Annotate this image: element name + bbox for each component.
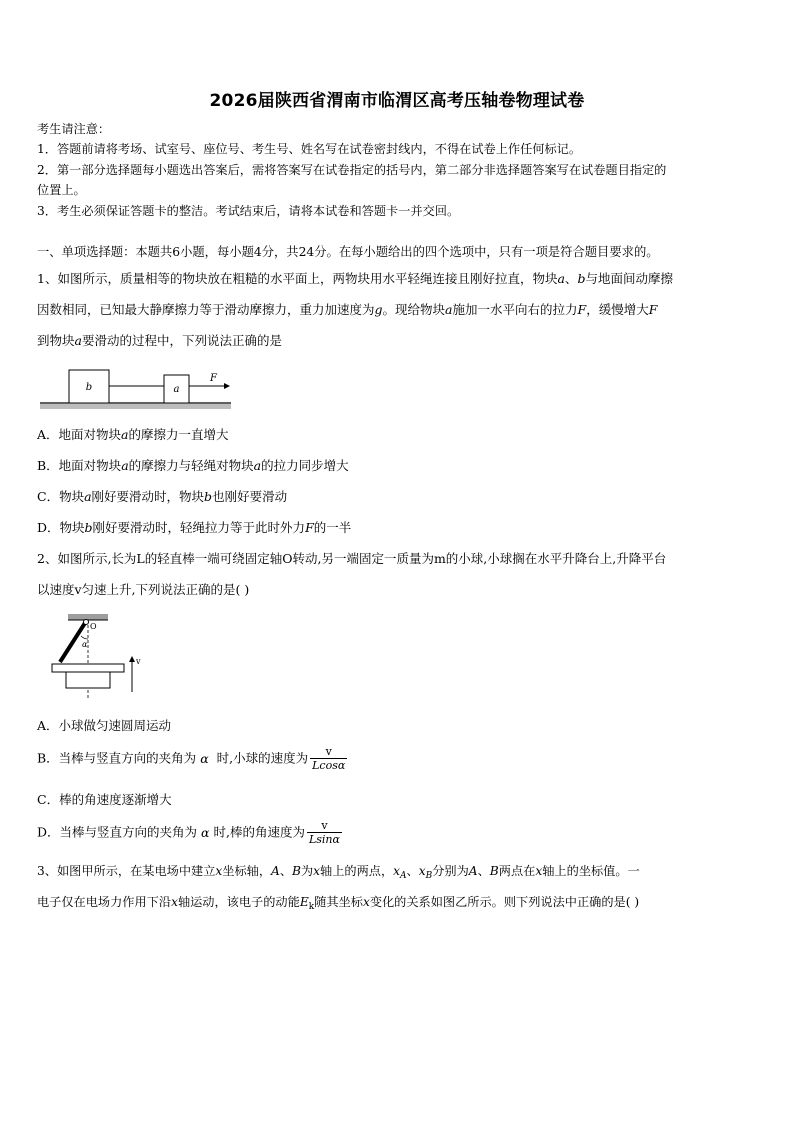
var: g <box>374 302 383 317</box>
text: 的摩擦力一直增大 <box>128 427 229 442</box>
text: 、 <box>477 864 490 878</box>
text: 也刚好要滑动 <box>212 489 288 504</box>
text: 轴运动，该电子的动能 <box>177 895 300 909</box>
var: a <box>253 458 262 473</box>
text: 要滑动的过程中，下列说法正确的是 <box>81 333 282 348</box>
q1-option-a <box>37 427 229 443</box>
var: x <box>362 895 370 909</box>
fraction <box>310 746 347 772</box>
hatch-band <box>40 404 231 409</box>
var: F <box>305 520 314 535</box>
var: B <box>489 864 499 878</box>
var: A <box>468 864 478 878</box>
var: a <box>84 489 92 504</box>
force-label: F <box>210 373 217 384</box>
angle-arc <box>81 636 88 639</box>
text: 坐标轴， <box>222 864 272 878</box>
text: 的一半 <box>313 520 352 535</box>
var: x <box>418 864 426 878</box>
var: F <box>648 302 658 317</box>
text: 、 <box>406 864 419 878</box>
text: 的拉力同步增大 <box>261 458 349 473</box>
platform-top <box>52 664 124 672</box>
q2-option-d <box>37 820 342 846</box>
fraction-numerator: v <box>325 745 332 758</box>
subscript: B <box>425 871 433 881</box>
fraction-denominator: Lsinα <box>308 833 340 846</box>
q1-option-b <box>37 458 349 474</box>
subscript: k <box>308 902 315 912</box>
var: E <box>299 895 309 909</box>
force-arrow-head <box>224 383 230 389</box>
ground-hatching <box>40 404 231 409</box>
notice-item: 2．第一部分选择题每小题选出答案后，需将答案写在试卷指定的括号内，第二部分非选择题答案写在试卷题目指定的 <box>37 163 667 177</box>
var: a <box>557 271 565 286</box>
block-a-label: a <box>173 384 180 395</box>
q1-option-d <box>37 520 351 536</box>
q2-stem-line-1: 2、如图所示,长为L的轻直棒一端可绕固定轴O转动,另一端固定一质量为m的小球,小球搁在水平升降台上,升降平台 <box>37 551 667 566</box>
var: b <box>577 271 586 286</box>
var: b <box>84 520 93 535</box>
velocity-arrow-head <box>129 656 135 662</box>
q3-stem-line-1 <box>37 863 640 884</box>
text: D．当棒与竖直方向的夹角为 <box>37 824 198 840</box>
text: 分别为 <box>432 864 469 878</box>
var: B <box>292 864 301 878</box>
q2-option-b <box>37 746 347 772</box>
var: a <box>74 333 82 348</box>
text: ，缓慢增大 <box>586 302 649 317</box>
q1-stem-line-2 <box>37 302 657 318</box>
q1-stem-line-1 <box>37 271 673 287</box>
var: x <box>171 895 178 909</box>
text: 因数相同，已知最大静摩擦力等于滑动摩擦力，重力加速度为 <box>37 302 375 317</box>
text: 刚好要滑动时，轻绳拉力等于此时外力 <box>92 520 306 535</box>
var: x <box>535 864 543 878</box>
text: B．当棒与竖直方向的夹角为 <box>37 750 197 766</box>
alpha-symbol: α <box>201 824 210 840</box>
fraction-denominator: Lcosα <box>312 759 346 772</box>
text: 时,棒的角速度为 <box>213 824 305 840</box>
text: 1、如图所示，质量相等的物块放在粗糙的水平面上，两物块用水平轻绳连接且刚好拉直，物块 <box>37 271 558 286</box>
text: C．物块 <box>37 489 85 504</box>
q2-option-c: C．棒的角速度逐渐增大 <box>37 792 172 807</box>
text: 3、如图甲所示，在某电场中建立 <box>37 864 216 878</box>
text: 与地面间动摩擦 <box>585 271 673 286</box>
pivot-o <box>84 620 89 625</box>
var: x <box>313 864 321 878</box>
var: x <box>393 864 401 878</box>
text: B．地面对物块 <box>37 458 122 473</box>
text: 为 <box>300 864 314 878</box>
var: b <box>204 489 213 504</box>
pivot-label: O <box>90 622 97 631</box>
text: 时,小球的速度为 <box>216 750 309 766</box>
text: 轴上的坐标值。一 <box>542 864 640 878</box>
text: 刚好要滑动时，物块 <box>91 489 205 504</box>
var: F <box>577 302 587 317</box>
notice-item: 1．答题前请将考场、试室号、座位号、考生号、姓名写在试卷密封线内，不得在试卷上作任何标记。 <box>37 142 582 156</box>
var: a <box>121 458 129 473</box>
text: 施加一水平向右的拉力 <box>452 302 578 317</box>
q3-stem-line-2 <box>37 894 639 915</box>
q2-stem-line-2: 以速度v匀速上升,下列说法正确的是( ) <box>37 582 250 597</box>
text: 到物块 <box>37 333 75 348</box>
q2-rod-figure <box>48 612 158 704</box>
var: x <box>215 864 223 878</box>
var: a <box>445 302 453 317</box>
text: A．地面对物块 <box>37 427 122 442</box>
text: 随其坐标 <box>314 895 363 909</box>
var: a <box>121 427 129 442</box>
text: 两点在 <box>498 864 536 878</box>
text: D．物块 <box>37 520 85 535</box>
text: 轴上的两点， <box>320 864 394 878</box>
angle-label: α <box>82 640 88 649</box>
subscript: A <box>400 871 407 881</box>
notice-heading: 考生请注意： <box>37 122 111 136</box>
q2-option-a: A．小球做匀速圆周运动 <box>37 718 172 733</box>
ceiling-hatch <box>68 614 108 620</box>
block-b-label: b <box>85 382 93 393</box>
text: 电子仅在电场力作用下沿 <box>37 895 172 909</box>
var: A <box>271 864 280 878</box>
text: 、 <box>279 864 293 878</box>
fraction-numerator: v <box>321 819 328 832</box>
text: 。现给物块 <box>382 302 446 317</box>
platform-base <box>66 672 110 688</box>
notice-item: 位置上。 <box>37 183 86 197</box>
fraction <box>307 820 342 846</box>
page-title: 2026届陕西省渭南市临渭区高考压轴卷物理试卷 <box>209 91 585 111</box>
text: 的摩擦力与轻绳对物块 <box>128 458 254 473</box>
section-heading: 一、单项选择题：本题共6小题，每小题4分，共24分。在每小题给出的四个选项中，只有一项是符合题目要求的。 <box>37 245 659 259</box>
text: 、 <box>564 271 578 286</box>
notice-item: 3．考生必须保证答题卡的整洁。考试结束后，请将本试卷和答题卡一并交回。 <box>37 204 460 218</box>
q1-option-c <box>37 489 287 505</box>
velocity-label: v <box>136 657 141 666</box>
q1-blocks-figure <box>38 365 234 413</box>
alpha-symbol: α <box>200 750 209 766</box>
text: 变化的关系如图乙所示。则下列说法中正确的是( ) <box>369 895 640 909</box>
q1-stem-line-3 <box>37 333 282 349</box>
